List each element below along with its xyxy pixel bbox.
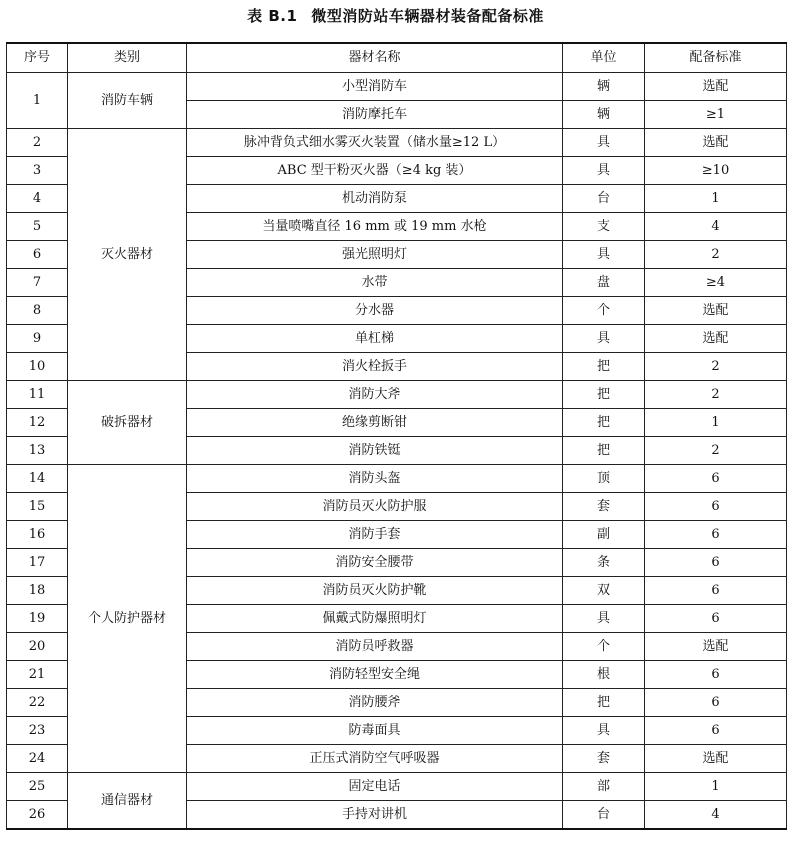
cell-name: 消防员灭火防护服	[187, 493, 563, 521]
cell-no: 8	[7, 297, 68, 325]
cell-name: 消防员呼救器	[187, 633, 563, 661]
cell-no: 24	[7, 745, 68, 773]
cell-name: 强光照明灯	[187, 241, 563, 269]
equipment-table	[6, 42, 787, 830]
cell-standard: 选配	[645, 129, 787, 157]
cell-standard: 4	[645, 801, 787, 830]
table-number: 表 B.1	[247, 7, 298, 25]
cell-no: 15	[7, 493, 68, 521]
cell-standard: 1	[645, 409, 787, 437]
cell-standard: 4	[645, 213, 787, 241]
table-caption: 微型消防站车辆器材装备配备标准	[311, 7, 544, 25]
cell-no: 11	[7, 381, 68, 409]
cell-unit: 具	[563, 325, 645, 353]
cell-name: 消防摩托车	[187, 101, 563, 129]
cell-unit: 把	[563, 437, 645, 465]
cell-no: 20	[7, 633, 68, 661]
cell-category: 个人防护器材	[68, 465, 187, 773]
cell-name: 分水器	[187, 297, 563, 325]
cell-no: 10	[7, 353, 68, 381]
cell-no: 12	[7, 409, 68, 437]
cell-name: 单杠梯	[187, 325, 563, 353]
cell-unit: 把	[563, 409, 645, 437]
table-row	[7, 773, 787, 801]
cell-no: 17	[7, 549, 68, 577]
cell-unit: 副	[563, 521, 645, 549]
cell-no: 6	[7, 241, 68, 269]
header-cell-category: 类别	[68, 43, 187, 73]
cell-no: 1	[7, 73, 68, 129]
cell-standard: 6	[645, 717, 787, 745]
header-cell-unit: 单位	[563, 43, 645, 73]
cell-name: 当量喷嘴直径 16 mm 或 19 mm 水枪	[187, 213, 563, 241]
cell-standard: 6	[645, 661, 787, 689]
cell-unit: 双	[563, 577, 645, 605]
cell-no: 18	[7, 577, 68, 605]
cell-name: 消防大斧	[187, 381, 563, 409]
table-row	[7, 465, 787, 493]
cell-standard: ≥1	[645, 101, 787, 129]
cell-standard: 2	[645, 381, 787, 409]
cell-standard: 2	[645, 437, 787, 465]
cell-standard: 选配	[645, 745, 787, 773]
cell-unit: 套	[563, 745, 645, 773]
cell-unit: 顶	[563, 465, 645, 493]
cell-name: 消防员灭火防护靴	[187, 577, 563, 605]
header-cell-standard: 配备标准	[645, 43, 787, 73]
cell-unit: 盘	[563, 269, 645, 297]
cell-standard: 2	[645, 241, 787, 269]
cell-name: 固定电话	[187, 773, 563, 801]
cell-no: 3	[7, 157, 68, 185]
cell-no: 4	[7, 185, 68, 213]
cell-no: 13	[7, 437, 68, 465]
cell-unit: 把	[563, 353, 645, 381]
cell-unit: 台	[563, 801, 645, 830]
table-body	[7, 73, 787, 830]
cell-name: 佩戴式防爆照明灯	[187, 605, 563, 633]
cell-unit: 个	[563, 633, 645, 661]
cell-standard: 6	[645, 549, 787, 577]
cell-standard: 6	[645, 493, 787, 521]
cell-unit: 台	[563, 185, 645, 213]
cell-unit: 辆	[563, 73, 645, 101]
cell-unit: 具	[563, 157, 645, 185]
cell-no: 16	[7, 521, 68, 549]
cell-standard: 选配	[645, 325, 787, 353]
cell-standard: 1	[645, 185, 787, 213]
cell-category: 通信器材	[68, 773, 187, 830]
cell-unit: 把	[563, 381, 645, 409]
cell-name: 消防安全腰带	[187, 549, 563, 577]
cell-unit: 套	[563, 493, 645, 521]
cell-name: 脉冲背负式细水雾灭火装置（储水量≥12 L）	[187, 129, 563, 157]
cell-standard: 2	[645, 353, 787, 381]
header-cell-name: 器材名称	[187, 43, 563, 73]
cell-standard: ≥10	[645, 157, 787, 185]
table-row	[7, 129, 787, 157]
cell-category: 消防车辆	[68, 73, 187, 129]
cell-unit: 具	[563, 605, 645, 633]
cell-no: 5	[7, 213, 68, 241]
cell-no: 7	[7, 269, 68, 297]
cell-name: 消防头盔	[187, 465, 563, 493]
cell-category: 灭火器材	[68, 129, 187, 381]
cell-name: ABC 型干粉灭火器（≥4 kg 装）	[187, 157, 563, 185]
cell-name: 正压式消防空气呼吸器	[187, 745, 563, 773]
cell-no: 19	[7, 605, 68, 633]
cell-standard: ≥4	[645, 269, 787, 297]
cell-no: 9	[7, 325, 68, 353]
cell-no: 23	[7, 717, 68, 745]
cell-name: 手持对讲机	[187, 801, 563, 830]
cell-no: 2	[7, 129, 68, 157]
cell-unit: 具	[563, 241, 645, 269]
cell-no: 26	[7, 801, 68, 830]
cell-name: 消火栓扳手	[187, 353, 563, 381]
cell-name: 消防手套	[187, 521, 563, 549]
cell-standard: 6	[645, 577, 787, 605]
cell-name: 水带	[187, 269, 563, 297]
cell-no: 21	[7, 661, 68, 689]
cell-name: 消防腰斧	[187, 689, 563, 717]
cell-standard: 6	[645, 465, 787, 493]
cell-name: 消防轻型安全绳	[187, 661, 563, 689]
cell-category: 破拆器材	[68, 381, 187, 465]
cell-standard: 选配	[645, 73, 787, 101]
header-row	[7, 43, 787, 73]
cell-unit: 部	[563, 773, 645, 801]
cell-no: 14	[7, 465, 68, 493]
cell-standard: 6	[645, 521, 787, 549]
cell-unit: 条	[563, 549, 645, 577]
cell-no: 22	[7, 689, 68, 717]
cell-unit: 个	[563, 297, 645, 325]
cell-no: 25	[7, 773, 68, 801]
cell-standard: 6	[645, 689, 787, 717]
table-row	[7, 73, 787, 101]
cell-standard: 选配	[645, 297, 787, 325]
cell-name: 防毒面具	[187, 717, 563, 745]
cell-standard: 选配	[645, 633, 787, 661]
cell-unit: 把	[563, 689, 645, 717]
cell-name: 消防铁铤	[187, 437, 563, 465]
cell-unit: 具	[563, 129, 645, 157]
table-title	[0, 4, 791, 28]
cell-unit: 支	[563, 213, 645, 241]
header-cell-no: 序号	[7, 43, 68, 73]
cell-unit: 具	[563, 717, 645, 745]
cell-standard: 1	[645, 773, 787, 801]
cell-name: 绝缘剪断钳	[187, 409, 563, 437]
cell-standard: 6	[645, 605, 787, 633]
cell-name: 机动消防泵	[187, 185, 563, 213]
cell-unit: 根	[563, 661, 645, 689]
cell-unit: 辆	[563, 101, 645, 129]
cell-name: 小型消防车	[187, 73, 563, 101]
table-row	[7, 381, 787, 409]
